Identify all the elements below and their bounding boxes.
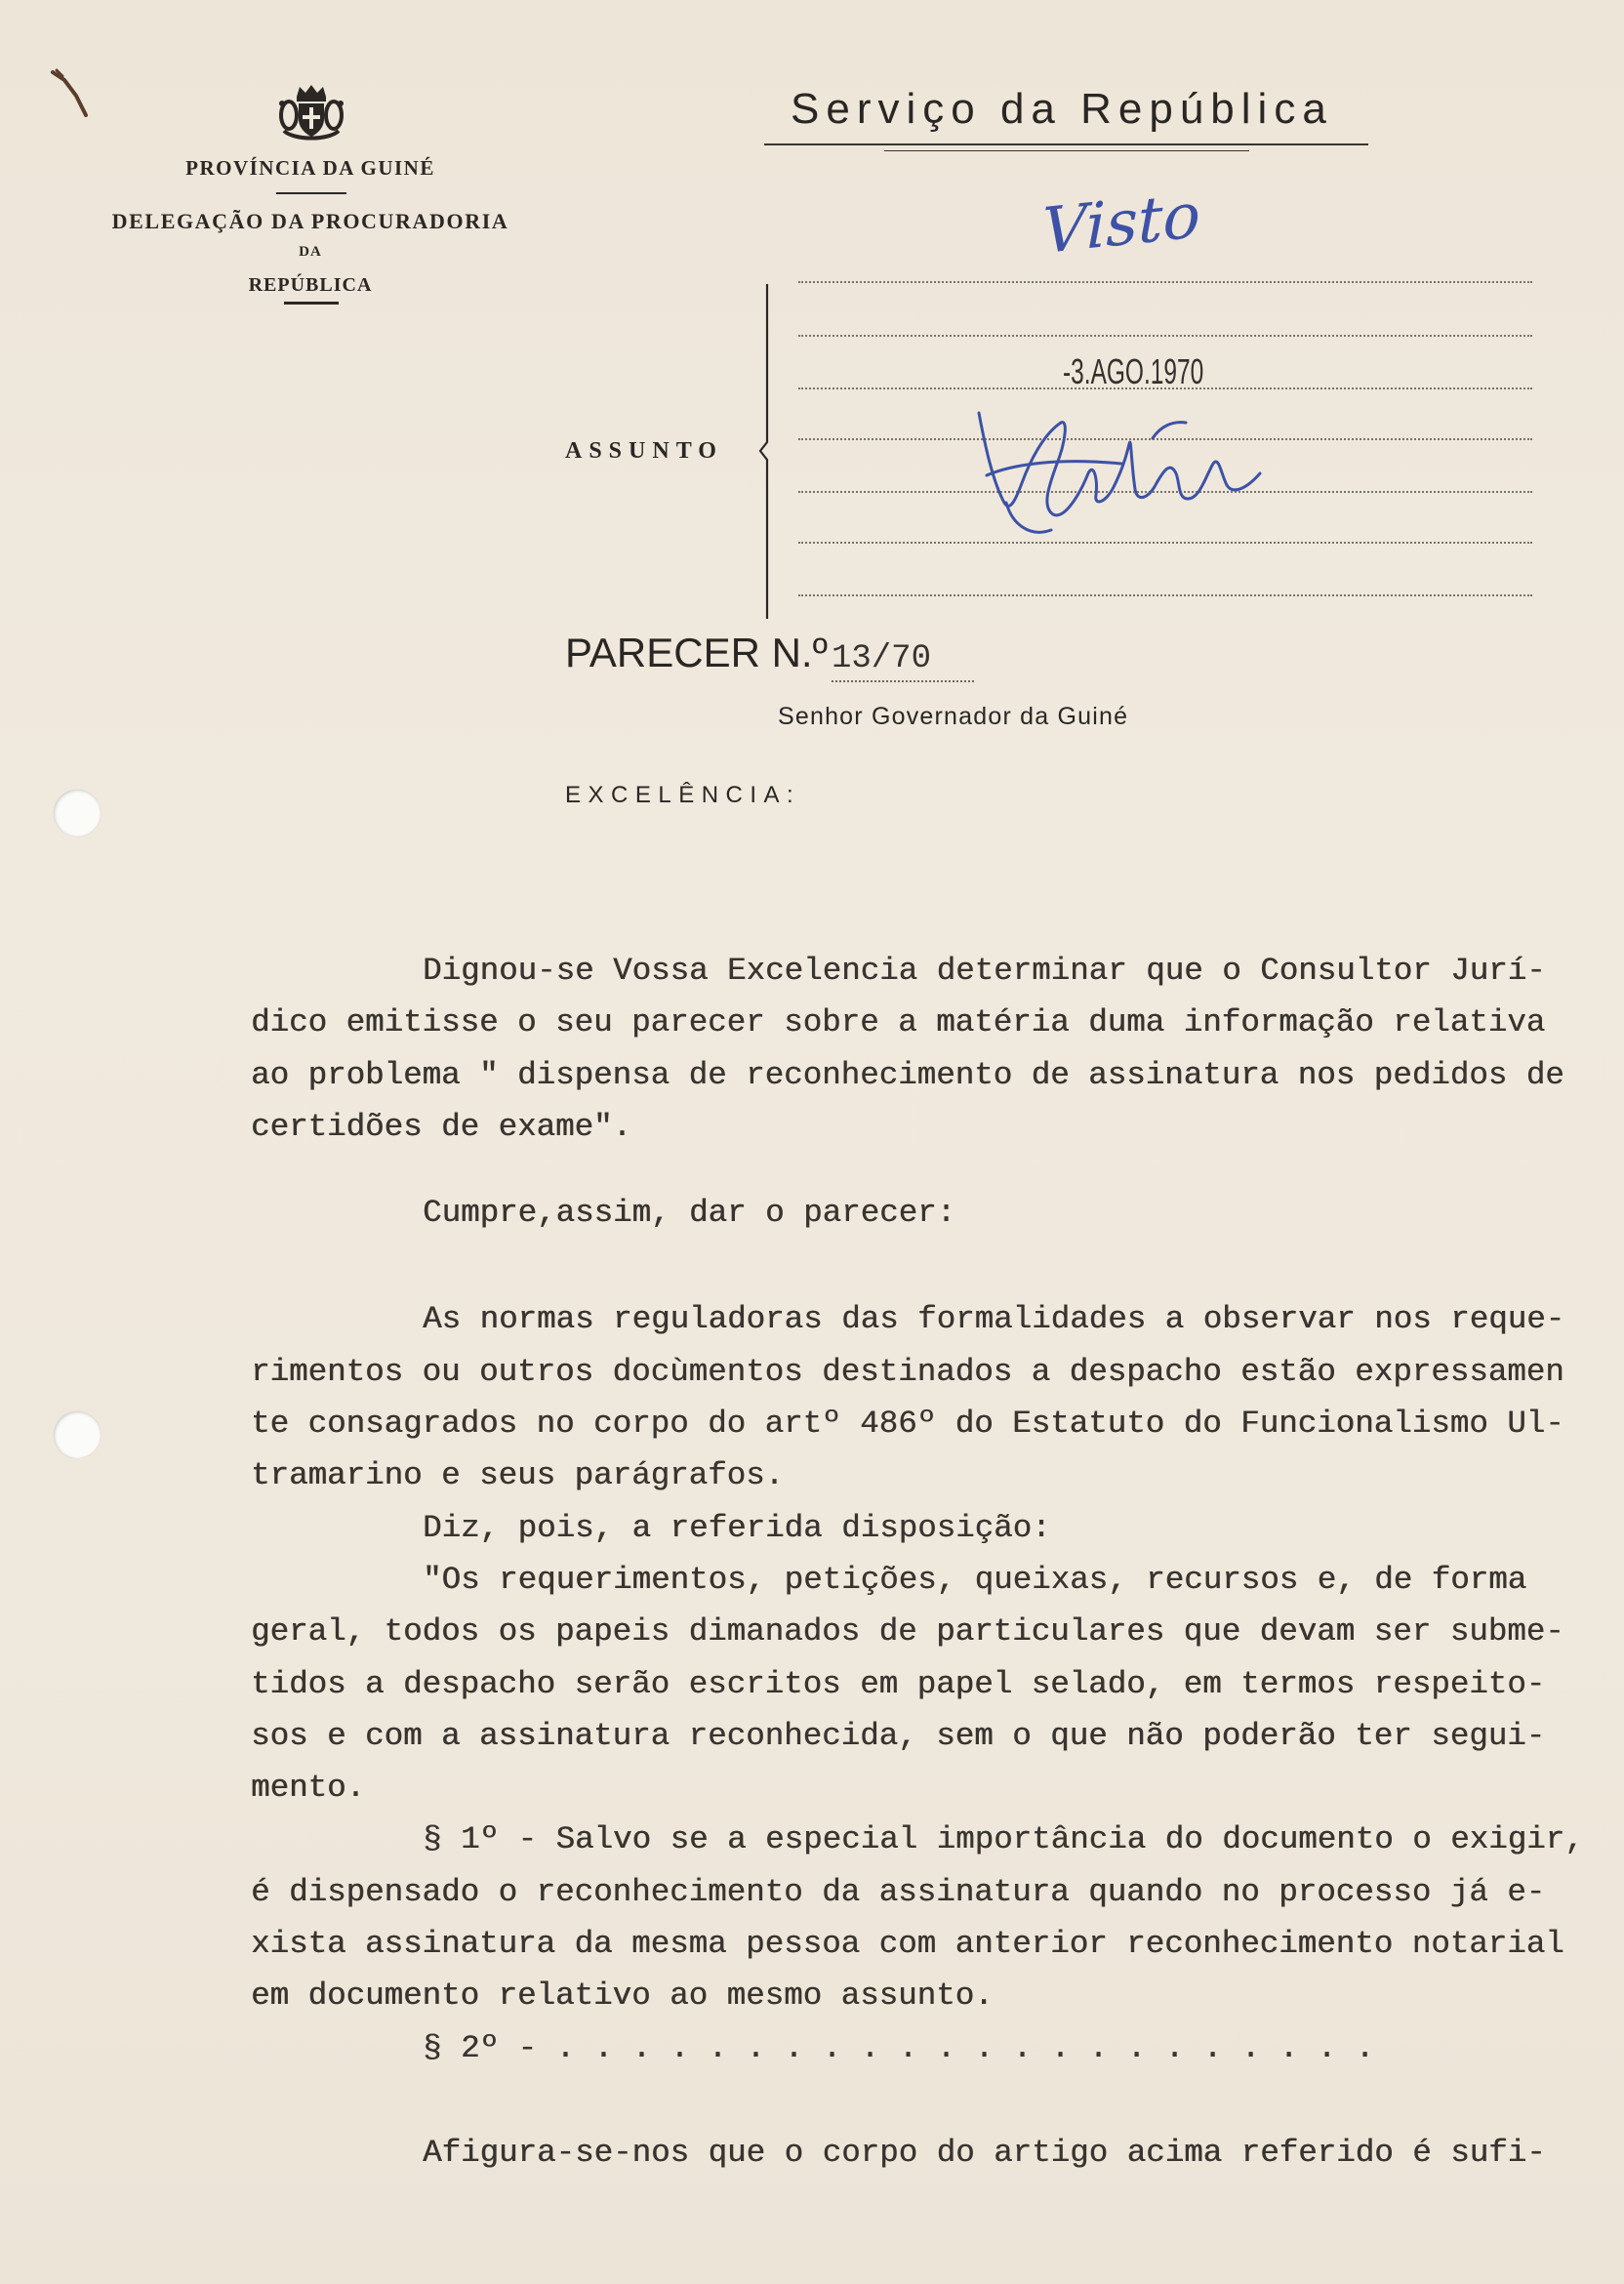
- body-line: geral, todos os papeis dimanados de particulares que devam ser subme-: [251, 1613, 1564, 1651]
- body-line: As normas reguladoras das formalidades a observar nos reque-: [423, 1301, 1565, 1338]
- salutation: EXCELÊNCIA:: [565, 782, 801, 808]
- body-line: xista assinatura da mesma pessoa com anterior reconhecimento notarial: [251, 1926, 1564, 1963]
- body-line: "Os requerimentos, petições, queixas, recursos e, de forma: [423, 1561, 1527, 1598]
- handwritten-signature: [971, 405, 1269, 542]
- subject-dotted-line: [798, 594, 1532, 596]
- body-line: dico emitisse o seu parecer sobre a matéria duma informação relativa: [251, 1004, 1546, 1041]
- delegation-line-3: REPÚBLICA: [248, 274, 373, 296]
- body-line: sos e com a assinatura reconhecida, sem o que não poderão ter segui-: [251, 1717, 1546, 1754]
- subject-dotted-line: [798, 335, 1532, 337]
- header-rule: [284, 302, 339, 305]
- body-line: é dispensado o reconhecimento da assinatura quando no processo já e-: [251, 1873, 1546, 1910]
- punch-hole: [54, 790, 101, 836]
- subject-label: ASSUNTO: [565, 438, 723, 464]
- body-line: tramarino e seus parágrafos.: [251, 1457, 785, 1494]
- header-rule: [276, 192, 346, 194]
- ink-mark: [47, 66, 94, 121]
- date-stamp: -3.AGO.1970: [1063, 351, 1204, 391]
- body-line: em documento relativo ao mesmo assunto.: [251, 1978, 994, 2015]
- body-line: te consagrados no corpo do artº 486º do Estatuto do Funcionalismo Ul-: [251, 1406, 1564, 1443]
- service-title: Serviço da República: [791, 85, 1333, 133]
- body-line: tidos a despacho serão escritos em papel selado, em termos respeito-: [251, 1665, 1546, 1702]
- punch-hole: [54, 1411, 101, 1458]
- subject-dotted-line: [798, 281, 1532, 283]
- coat-of-arms-icon: [274, 82, 348, 144]
- body-line: Diz, pois, a referida disposição:: [423, 1509, 1051, 1546]
- body-line: mento.: [251, 1770, 366, 1807]
- body-line: § 1º - Salvo se a especial importância do documento o exigir,: [423, 1821, 1584, 1858]
- letter-body: [251, 945, 1612, 2179]
- parecer-heading: [565, 629, 974, 682]
- body-line: rimentos ou outros docùmentos destinados a despacho estão expressamen: [251, 1353, 1564, 1390]
- body-line: Afigura-se-nos que o corpo do artigo acima referido é sufi-: [423, 2134, 1546, 2171]
- province-name: PROVÍNCIA DA GUINÉ: [185, 156, 435, 180]
- handwritten-visto: Visto: [1042, 179, 1200, 269]
- body-line: certidões de exame".: [251, 1108, 632, 1145]
- addressee: Senhor Governador da Guiné: [778, 703, 1129, 730]
- body-line: Dignou-se Vossa Excelencia determinar que o Consultor Jurí-: [423, 953, 1546, 989]
- subject-bracket: [742, 278, 781, 626]
- title-rule-bottom: [884, 150, 1249, 151]
- body-line: § 2º - . . . . . . . . . . . . . . . . . . . . . .: [423, 2029, 1375, 2066]
- delegation-line-1: DELEGAÇÃO DA PROCURADORIA: [111, 209, 509, 233]
- subject-dotted-line: [798, 542, 1532, 544]
- body-line: ao problema " dispensa de reconhecimento de assinatura nos pedidos de: [251, 1056, 1564, 1093]
- parecer-number: 13/70: [832, 637, 974, 682]
- title-rule-top: [764, 143, 1368, 145]
- parecer-label: PARECER N.º: [565, 630, 828, 675]
- delegation-line-2: DA: [299, 244, 322, 260]
- body-line: Cumpre,assim, dar o parecer:: [423, 1195, 956, 1232]
